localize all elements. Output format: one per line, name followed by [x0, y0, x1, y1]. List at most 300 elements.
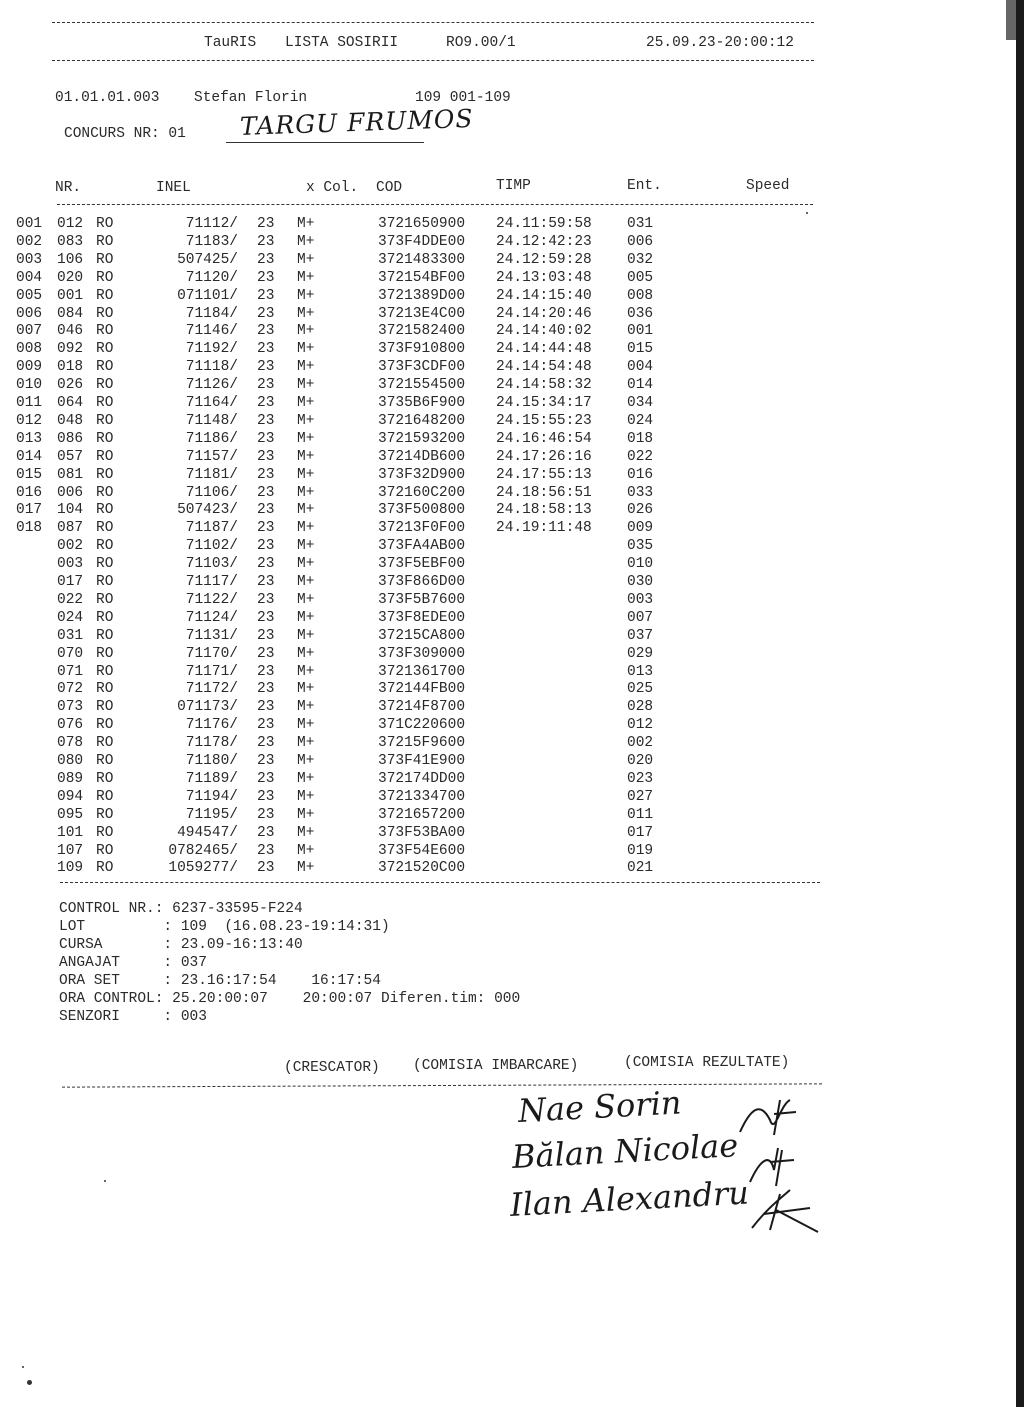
table-cell-nr: 092: [57, 341, 84, 358]
scan-edge-corner: [1006, 0, 1016, 40]
contest-underline: [226, 142, 424, 143]
table-cell-ent: 012: [627, 717, 654, 734]
table-cell-sex: M+: [297, 251, 315, 268]
table-cell-inel: 71170/: [185, 645, 238, 662]
col-header-nr: NR.: [55, 180, 82, 196]
table-cell-nr: 026: [57, 377, 84, 394]
table-cell-tara: RO: [96, 806, 114, 823]
label-comisia-imbarcare: (COMISIA IMBARCARE): [413, 1058, 579, 1074]
table-cell-sex: M+: [297, 466, 315, 483]
table-cell-cod: 3721650900: [378, 216, 466, 232]
table-cell-ent: 026: [627, 502, 654, 519]
table-cell-tara: RO: [96, 269, 114, 286]
table-cell-inel: 494547/: [177, 824, 238, 841]
table-cell-inel: 71126/: [185, 377, 238, 394]
table-cell-cod: 371C220600: [378, 717, 466, 734]
table-cell-pos: 016: [16, 484, 43, 501]
ora-control-line: ORA CONTROL: 25.20:00:07 20:00:07 Diferen.tim: 000: [59, 991, 521, 1007]
table-cell-ent: 036: [627, 305, 654, 322]
table-cell-ent: 028: [627, 699, 654, 716]
table-cell-an: 23: [257, 753, 275, 769]
table-cell-tara: RO: [96, 484, 114, 501]
scan-speck: [27, 1380, 32, 1385]
table-cell-nr: 073: [57, 699, 84, 716]
col-header-speed: Speed: [746, 178, 790, 194]
table-cell-ent: 022: [627, 448, 654, 465]
table-cell-an: 23: [257, 699, 275, 716]
table-cell-an: 23: [257, 430, 275, 447]
table-cell-an: 23: [257, 216, 275, 232]
table-cell-sex: M+: [297, 395, 315, 411]
table-cell-sex: M+: [297, 341, 315, 358]
table-cell-sex: M+: [297, 574, 315, 590]
table-cell-cod: 37215F9600: [378, 735, 466, 752]
table-cell-an: 23: [257, 538, 275, 555]
table-cell-pos: 008: [16, 341, 43, 358]
table-cell-tara: RO: [96, 824, 114, 841]
report-app: TauRIS: [204, 35, 257, 51]
table-cell-cod: 3721593200: [378, 430, 466, 447]
table-cell-timp: 24.17:26:16: [496, 448, 592, 465]
table-cell-cod: 373F3CDF00: [378, 359, 466, 376]
table-cell-cod: 37214DB600: [378, 448, 466, 465]
table-cell-sex: M+: [297, 735, 315, 752]
table-cell-inel: 507425/: [177, 251, 238, 268]
table-cell-inel: 71178/: [185, 735, 238, 752]
table-cell-nr: 078: [57, 735, 84, 752]
table-cell-inel: 71148/: [185, 412, 238, 429]
table-cell-nr: 080: [57, 753, 84, 769]
table-cell-an: 23: [257, 251, 275, 268]
table-cell-sex: M+: [297, 484, 315, 501]
table-header-rule: [57, 204, 813, 205]
table-cell-tara: RO: [96, 377, 114, 394]
table-cell-nr: 046: [57, 323, 84, 340]
table-cell-tara: RO: [96, 645, 114, 662]
table-cell-ent: 007: [627, 609, 654, 626]
table-cell-sex: M+: [297, 448, 315, 465]
table-cell-cod: 373F866D00: [378, 574, 466, 590]
table-cell-nr: 012: [57, 216, 84, 232]
contest-location-handwritten: TARGU FRUMOS: [239, 103, 475, 141]
table-cell-cod: 3721554500: [378, 377, 466, 394]
table-cell-cod: 373F8EDE00: [378, 609, 466, 626]
table-cell-an: 23: [257, 591, 275, 608]
table-cell-an: 23: [257, 323, 275, 340]
table-cell-pos: 003: [16, 251, 43, 268]
table-cell-sex: M+: [297, 377, 315, 394]
table-cell-tara: RO: [96, 538, 114, 555]
table-cell-inel: 71187/: [185, 520, 238, 537]
angajat-line: ANGAJAT : 037: [59, 955, 207, 971]
table-cell-nr: 048: [57, 412, 84, 429]
table-cell-an: 23: [257, 770, 275, 787]
signature-2: Bălan Nicolae: [511, 1126, 740, 1176]
table-cell-nr: 084: [57, 305, 84, 322]
table-cell-pos: 017: [16, 502, 43, 519]
table-cell-cod: 373F53BA00: [378, 824, 466, 841]
table-cell-tara: RO: [96, 448, 114, 465]
table-cell-inel: 71120/: [185, 269, 238, 286]
table-cell-ent: 020: [627, 753, 654, 769]
report-title: LISTA SOSIRII: [285, 35, 399, 51]
col-header-timp: TIMP: [496, 178, 531, 194]
table-cell-sex: M+: [297, 699, 315, 716]
report-datetime: 25.09.23-20:00:12: [646, 35, 794, 51]
table-cell-nr: 095: [57, 806, 84, 823]
table-cell-nr: 070: [57, 645, 84, 662]
table-cell-cod: 373F500800: [378, 502, 466, 519]
table-cell-sex: M+: [297, 860, 315, 877]
table-cell-tara: RO: [96, 323, 114, 340]
table-cell-tara: RO: [96, 359, 114, 376]
table-cell-an: 23: [257, 806, 275, 823]
table-cell-an: 23: [257, 824, 275, 841]
table-cell-cod: 373F41E900: [378, 753, 466, 769]
table-cell-nr: 022: [57, 591, 84, 608]
table-cell-timp: 24.18:56:51: [496, 484, 592, 501]
table-cell-nr: 001: [57, 287, 84, 304]
table-cell-an: 23: [257, 609, 275, 626]
top-dashed-rule: [52, 22, 814, 23]
table-cell-inel: 1059277/: [168, 860, 238, 877]
control-number: CONTROL NR.: 6237-33595-F224: [59, 901, 303, 917]
table-cell-cod: 373F5B7600: [378, 591, 466, 608]
table-cell-timp: 24.14:20:46: [496, 305, 592, 322]
table-cell-tara: RO: [96, 430, 114, 447]
label-comisia-rezultate: (COMISIA REZULTATE): [624, 1055, 790, 1071]
owner-name: Stefan Florin: [194, 90, 308, 106]
table-cell-timp: 24.13:03:48: [496, 269, 592, 286]
table-cell-sex: M+: [297, 430, 315, 447]
table-cell-an: 23: [257, 395, 275, 411]
table-cell-tara: RO: [96, 305, 114, 322]
col-header-ent: Ent.: [627, 178, 662, 194]
cursa-line: CURSA : 23.09-16:13:40: [59, 937, 303, 953]
table-cell-pos: 004: [16, 269, 43, 286]
table-cell-cod: 3721334700: [378, 788, 466, 805]
table-cell-inel: 71106/: [185, 484, 238, 501]
table-cell-an: 23: [257, 788, 275, 805]
table-cell-cod: 372144FB00: [378, 681, 466, 698]
table-cell-inel: 71118/: [185, 359, 238, 376]
table-cell-ent: 013: [627, 663, 654, 680]
table-cell-ent: 033: [627, 484, 654, 501]
table-cell-tara: RO: [96, 735, 114, 752]
table-cell-timp: 24.15:55:23: [496, 412, 592, 429]
ora-set-line: ORA SET : 23.16:17:54 16:17:54: [59, 973, 381, 989]
table-cell-ent: 032: [627, 251, 654, 268]
table-cell-an: 23: [257, 269, 275, 286]
table-cell-an: 23: [257, 412, 275, 429]
table-cell-an: 23: [257, 520, 275, 537]
table-cell-sex: M+: [297, 538, 315, 555]
table-cell-an: 23: [257, 502, 275, 519]
table-cell-sex: M+: [297, 681, 315, 698]
table-cell-an: 23: [257, 377, 275, 394]
table-cell-tara: RO: [96, 341, 114, 358]
table-cell-inel: 71180/: [185, 753, 238, 769]
table-cell-cod: 37214F8700: [378, 699, 466, 716]
table-cell-nr: 086: [57, 430, 84, 447]
owner-range: 109 001-109: [415, 90, 511, 106]
table-cell-inel: 71192/: [185, 341, 238, 358]
table-cell-nr: 064: [57, 395, 84, 411]
table-cell-cod: 373FA4AB00: [378, 538, 466, 555]
table-cell-inel: 071101/: [177, 287, 238, 304]
table-cell-inel: 71186/: [185, 430, 238, 447]
table-cell-sex: M+: [297, 770, 315, 787]
table-cell-ent: 021: [627, 860, 654, 877]
table-cell-sex: M+: [297, 287, 315, 304]
table-cell-inel: 71172/: [185, 681, 238, 698]
table-cell-cod: 372154BF00: [378, 269, 466, 286]
table-cell-ent: 003: [627, 591, 654, 608]
table-cell-timp: 24.12:42:23: [496, 233, 592, 250]
table-cell-sex: M+: [297, 269, 315, 286]
table-cell-cod: 3721520C00: [378, 860, 466, 877]
table-cell-pos: 002: [16, 233, 43, 250]
table-cell-nr: 107: [57, 842, 84, 859]
table-cell-sex: M+: [297, 591, 315, 608]
table-cell-an: 23: [257, 359, 275, 376]
table-cell-pos: 005: [16, 287, 43, 304]
table-cell-nr: 076: [57, 717, 84, 734]
table-cell-an: 23: [257, 574, 275, 590]
table-cell-cod: 373F5EBF00: [378, 556, 466, 573]
table-cell-nr: 083: [57, 233, 84, 250]
table-cell-an: 23: [257, 466, 275, 483]
table-cell-nr: 109: [57, 860, 84, 877]
table-cell-ent: 025: [627, 681, 654, 698]
table-cell-ent: 015: [627, 341, 654, 358]
table-cell-nr: 024: [57, 609, 84, 626]
table-cell-tara: RO: [96, 699, 114, 716]
table-cell-an: 23: [257, 287, 275, 304]
table-cell-tara: RO: [96, 287, 114, 304]
label-crescator: (CRESCATOR): [284, 1060, 380, 1076]
table-cell-nr: 106: [57, 251, 84, 268]
table-cell-cod: 3721483300: [378, 251, 466, 268]
scan-speck: [22, 1366, 24, 1368]
table-cell-ent: 006: [627, 233, 654, 250]
table-cell-cod: 372174DD00: [378, 770, 466, 787]
table-cell-ent: 024: [627, 412, 654, 429]
table-cell-cod: 3735B6F900: [378, 395, 466, 411]
table-cell-cod: 373F54E600: [378, 842, 466, 859]
table-cell-an: 23: [257, 305, 275, 322]
table-cell-an: 23: [257, 735, 275, 752]
table-cell-ent: 009: [627, 520, 654, 537]
table-cell-cod: 373F4DDE00: [378, 233, 466, 250]
table-cell-tara: RO: [96, 520, 114, 537]
table-cell-timp: 24.14:54:48: [496, 359, 592, 376]
table-cell-inel: 71157/: [185, 448, 238, 465]
table-cell-tara: RO: [96, 627, 114, 644]
owner-code: 01.01.01.003: [55, 90, 160, 106]
table-cell-sex: M+: [297, 502, 315, 519]
signature-dashed-rule: [62, 1083, 822, 1087]
table-cell-tara: RO: [96, 251, 114, 268]
table-cell-tara: RO: [96, 574, 114, 590]
table-cell-inel: 507423/: [177, 502, 238, 519]
table-cell-cod: 373F309000: [378, 645, 466, 662]
table-cell-ent: 029: [627, 645, 654, 662]
table-cell-ent: 027: [627, 788, 654, 805]
table-cell-cod: 372160C200: [378, 484, 466, 501]
table-cell-an: 23: [257, 717, 275, 734]
table-cell-inel: 71112/: [185, 216, 238, 232]
table-cell-pos: 009: [16, 359, 43, 376]
table-cell-timp: 24.12:59:28: [496, 251, 592, 268]
table-cell-nr: 003: [57, 556, 84, 573]
table-cell-ent: 016: [627, 466, 654, 483]
table-cell-inel: 071173/: [177, 699, 238, 716]
table-cell-nr: 006: [57, 484, 84, 501]
col-header-xcol: x Col.: [306, 180, 359, 196]
table-cell-sex: M+: [297, 788, 315, 805]
scan-speck: [104, 1180, 106, 1182]
table-cell-tara: RO: [96, 842, 114, 859]
table-cell-an: 23: [257, 484, 275, 501]
table-cell-nr: 057: [57, 448, 84, 465]
table-cell-nr: 104: [57, 502, 84, 519]
table-cell-sex: M+: [297, 323, 315, 340]
table-cell-ent: 004: [627, 359, 654, 376]
table-cell-timp: 24.15:34:17: [496, 395, 592, 411]
table-cell-an: 23: [257, 448, 275, 465]
table-cell-pos: 013: [16, 430, 43, 447]
table-cell-sex: M+: [297, 520, 315, 537]
table-cell-ent: 011: [627, 806, 654, 823]
table-cell-pos: 015: [16, 466, 43, 483]
table-cell-cod: 3721648200: [378, 412, 466, 429]
table-cell-inel: 71122/: [185, 591, 238, 608]
table-cell-sex: M+: [297, 717, 315, 734]
table-cell-ent: 001: [627, 323, 654, 340]
table-cell-an: 23: [257, 341, 275, 358]
table-cell-ent: 035: [627, 538, 654, 555]
table-cell-cod: 37213E4C00: [378, 305, 466, 322]
header-dashed-rule: [52, 60, 814, 61]
lot-line: LOT : 109 (16.08.23-19:14:31): [59, 919, 390, 935]
table-cell-inel: 71189/: [185, 770, 238, 787]
signature-3: Ilan Alexandru: [509, 1173, 750, 1224]
table-cell-ent: 019: [627, 842, 654, 859]
table-cell-an: 23: [257, 627, 275, 644]
table-cell-tara: RO: [96, 395, 114, 411]
table-cell-an: 23: [257, 645, 275, 662]
table-cell-tara: RO: [96, 233, 114, 250]
table-cell-sex: M+: [297, 842, 315, 859]
table-cell-nr: 094: [57, 788, 84, 805]
table-cell-inel: 71183/: [185, 233, 238, 250]
table-cell-an: 23: [257, 556, 275, 573]
table-cell-inel: 71102/: [185, 538, 238, 555]
table-cell-cod: 37215CA800: [378, 627, 466, 644]
table-cell-inel: 71103/: [185, 556, 238, 573]
table-cell-nr: 071: [57, 663, 84, 680]
table-cell-cod: 37213F0F00: [378, 520, 466, 537]
table-cell-ent: 017: [627, 824, 654, 841]
table-cell-sex: M+: [297, 645, 315, 662]
table-cell-cod: 373F32D900: [378, 466, 466, 483]
table-cell-inel: 71195/: [185, 806, 238, 823]
table-cell-sex: M+: [297, 609, 315, 626]
table-cell-cod: 3721582400: [378, 323, 466, 340]
scan-edge: [1016, 0, 1024, 1407]
table-cell-inel: 71184/: [185, 305, 238, 322]
col-header-inel: INEL: [156, 180, 191, 196]
table-cell-timp: 24.11:59:58: [496, 216, 592, 232]
table-cell-tara: RO: [96, 609, 114, 626]
table-cell-an: 23: [257, 842, 275, 859]
signature-initials: [730, 1090, 830, 1240]
table-cell-timp: 24.19:11:48: [496, 520, 592, 537]
table-cell-nr: 031: [57, 627, 84, 644]
table-cell-nr: 087: [57, 520, 84, 537]
senzori-line: SENZORI : 003: [59, 1009, 207, 1025]
table-cell-nr: 089: [57, 770, 84, 787]
table-cell-ent: 010: [627, 556, 654, 573]
table-cell-sex: M+: [297, 233, 315, 250]
table-cell-tara: RO: [96, 556, 114, 573]
table-cell-pos: 012: [16, 412, 43, 429]
table-cell-sex: M+: [297, 753, 315, 769]
table-cell-an: 23: [257, 663, 275, 680]
table-cell-nr: 072: [57, 681, 84, 698]
table-cell-cod: 373F910800: [378, 341, 466, 358]
table-cell-tara: RO: [96, 412, 114, 429]
table-cell-pos: 006: [16, 305, 43, 322]
table-cell-ent: 034: [627, 395, 654, 411]
table-cell-tara: RO: [96, 663, 114, 680]
table-cell-nr: 002: [57, 538, 84, 555]
table-cell-inel: 71181/: [185, 466, 238, 483]
table-cell-timp: 24.16:46:54: [496, 430, 592, 447]
table-cell-inel: 71171/: [185, 663, 238, 680]
signature-1: Nae Sorin: [517, 1083, 683, 1130]
contest-label: CONCURS NR: 01: [64, 126, 186, 142]
table-cell-an: 23: [257, 860, 275, 877]
form-code: RO9.00/1: [446, 35, 516, 51]
table-cell-ent: 023: [627, 770, 654, 787]
table-cell-nr: 017: [57, 574, 84, 590]
table-cell-sex: M+: [297, 627, 315, 644]
table-cell-timp: 24.17:55:13: [496, 466, 592, 483]
table-cell-nr: 101: [57, 824, 84, 841]
table-cell-inel: 71194/: [185, 788, 238, 805]
table-cell-ent: 005: [627, 269, 654, 286]
table-cell-sex: M+: [297, 824, 315, 841]
table-cell-nr: 081: [57, 466, 84, 483]
table-cell-ent: 018: [627, 430, 654, 447]
table-cell-tara: RO: [96, 788, 114, 805]
table-cell-sex: M+: [297, 412, 315, 429]
table-cell-inel: 71176/: [185, 717, 238, 734]
scan-speck: [806, 212, 808, 214]
table-cell-cod: 3721389D00: [378, 287, 466, 304]
table-cell-ent: 014: [627, 377, 654, 394]
table-cell-tara: RO: [96, 466, 114, 483]
table-cell-sex: M+: [297, 806, 315, 823]
table-cell-inel: 71131/: [185, 627, 238, 644]
table-cell-inel: 71124/: [185, 609, 238, 626]
table-cell-ent: 002: [627, 735, 654, 752]
table-cell-pos: 018: [16, 520, 43, 537]
table-cell-an: 23: [257, 681, 275, 698]
table-cell-ent: 031: [627, 216, 654, 232]
